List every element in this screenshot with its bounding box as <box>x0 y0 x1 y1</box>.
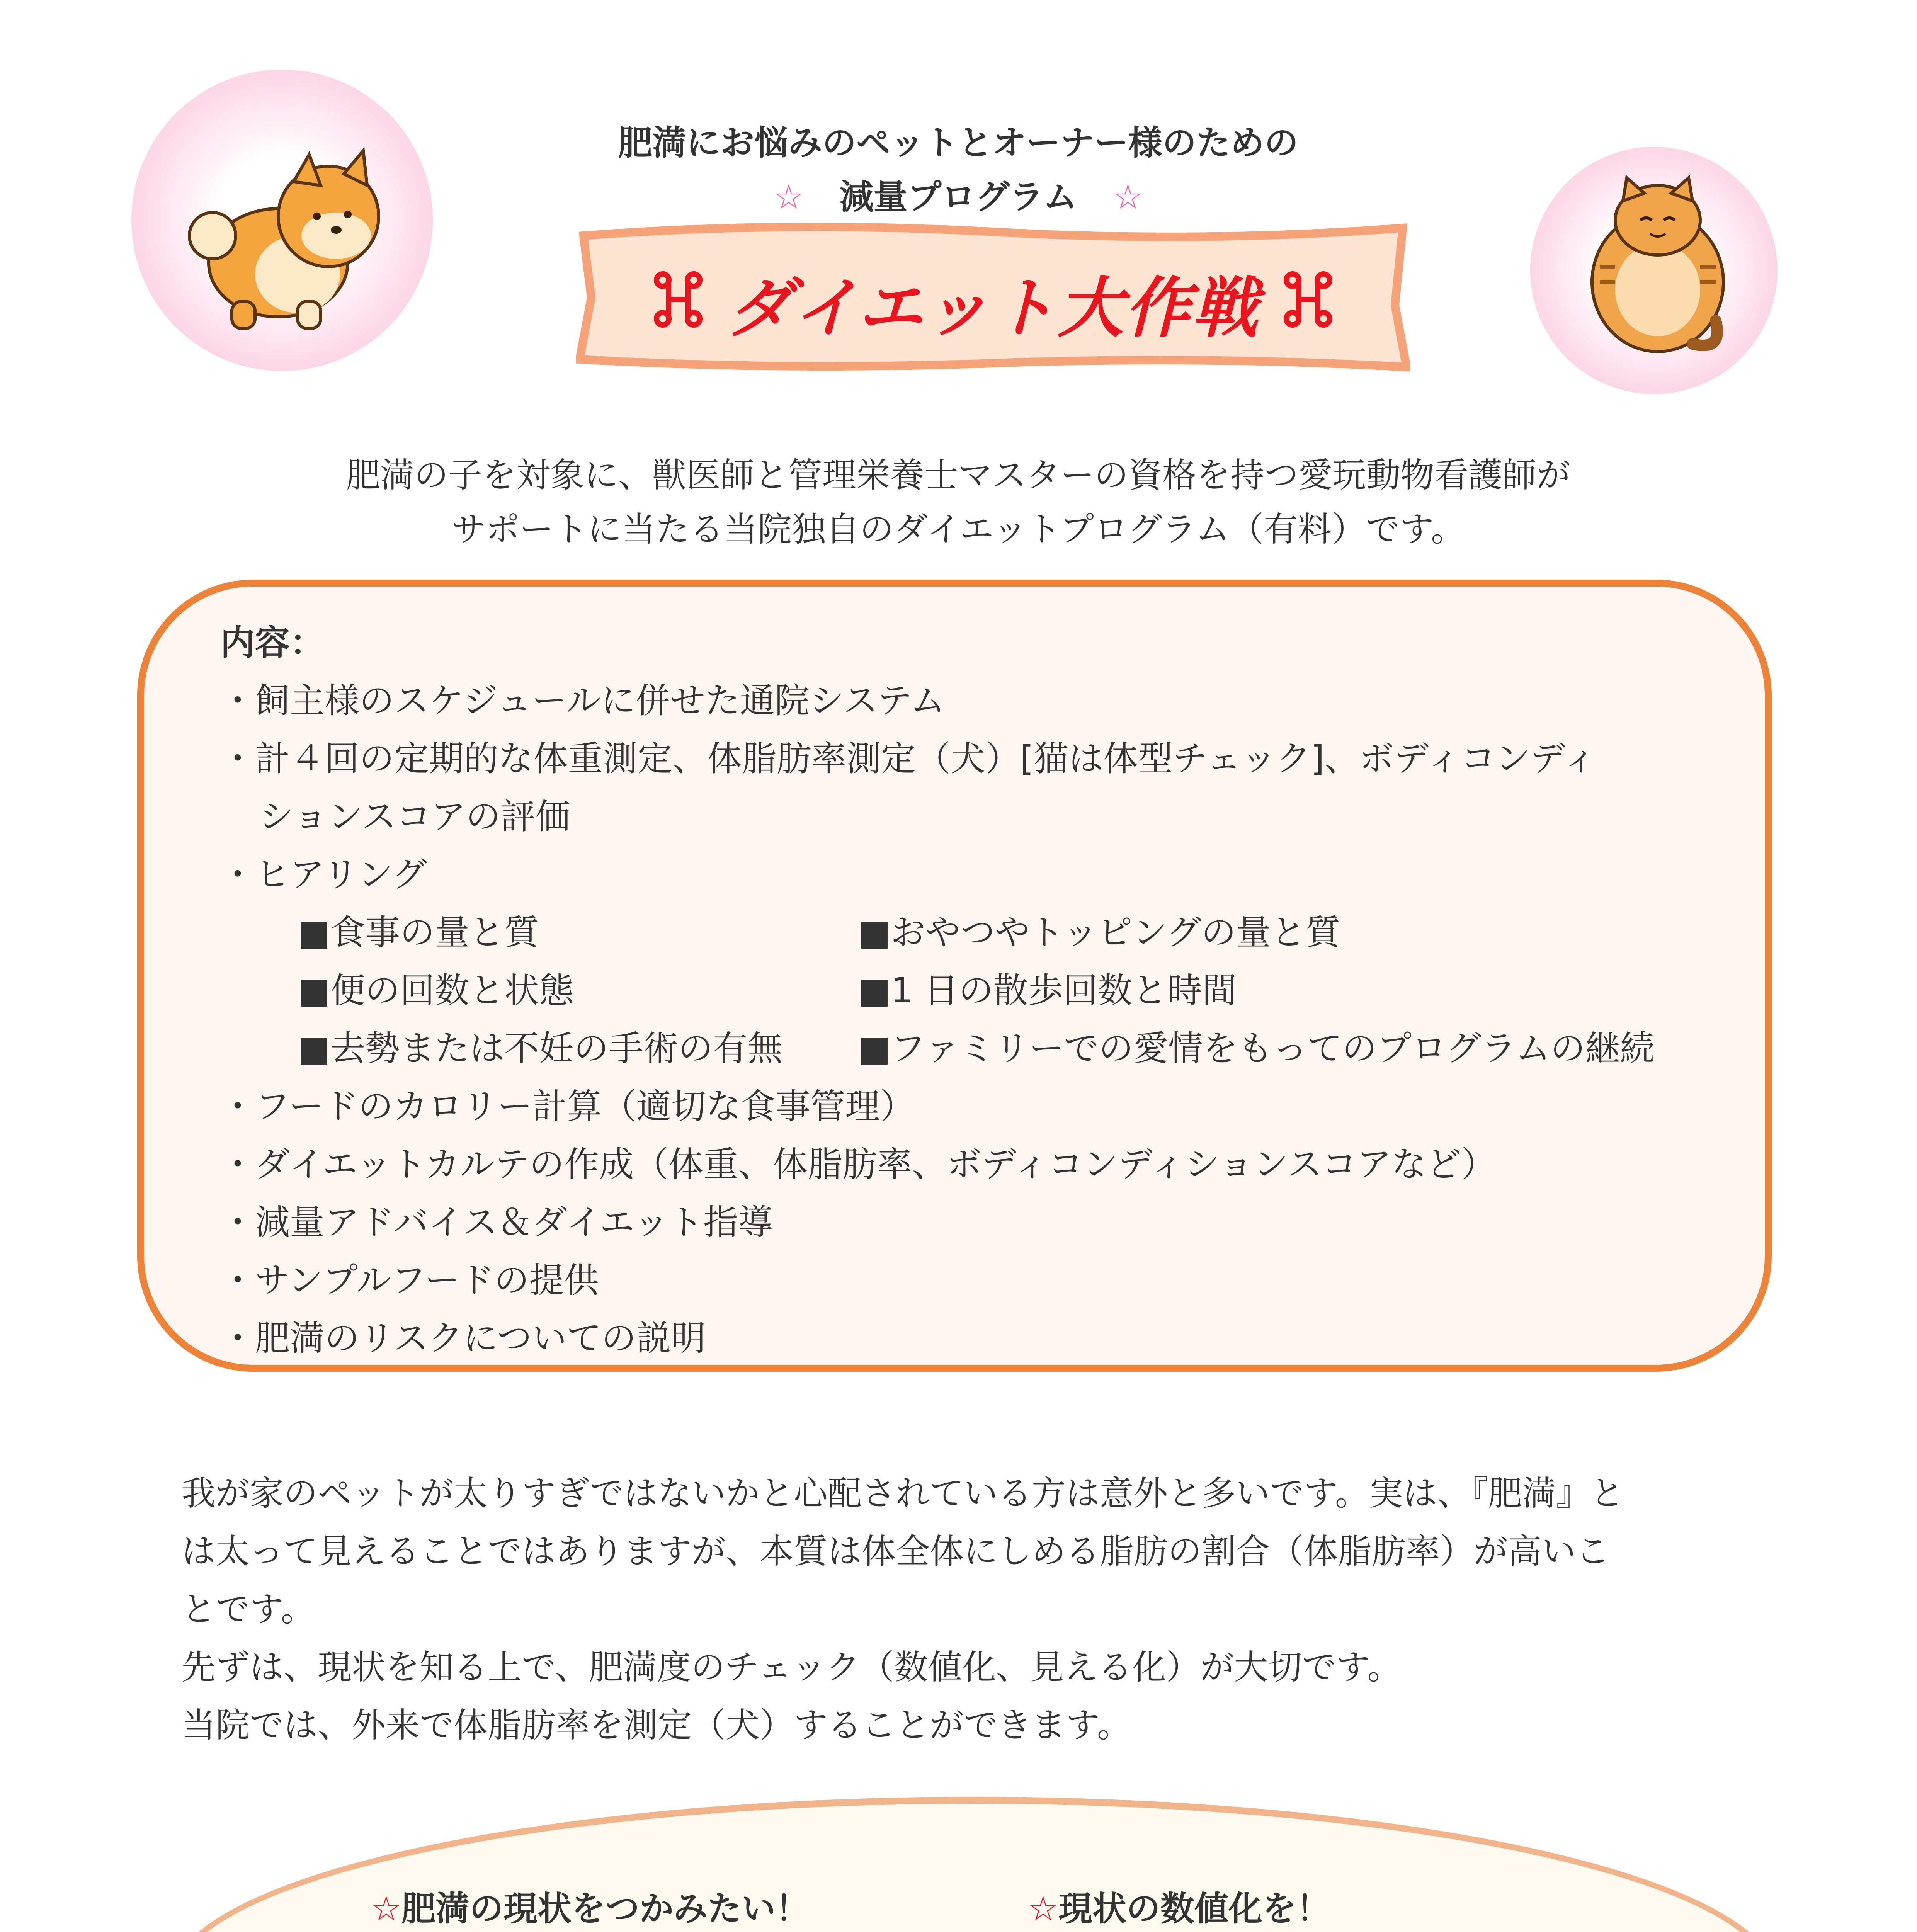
intro-line-2: サポートに当たる当院独自のダイエットプログラム（有料）です。 <box>451 509 1465 549</box>
page-title: ダイエット大作戦 <box>726 270 1260 347</box>
content-heading: 内容： <box>220 622 325 663</box>
recommend-item: ☆肥満の現状をつかみたい！ <box>371 1889 810 1929</box>
hearing-item: ■1 日の散歩回数と時間 <box>858 970 1237 1011</box>
paragraph-line: は太って見えることではありますが、本質は体全体にしめる脂肪の割合（体脂肪率）が高いこ <box>182 1531 1610 1571</box>
paragraph-line: とです。 <box>182 1589 315 1629</box>
content-item: ・計４回の定期的な体重測定、体脂肪率測定（犬）[猫は体型チェック]、ボディコンディ <box>220 738 1597 779</box>
fat-cat-illustration <box>1577 166 1739 367</box>
content-item: ・ダイエットカルテの作成（体重、体脂肪率、ボディコンディションスコアなど） <box>220 1144 1496 1185</box>
paragraph-line: 先ずは、現状を知る上で、肥満度のチェック（数値化、見える化）が大切です。 <box>182 1647 1402 1687</box>
shiba-dog-illustration <box>182 147 398 332</box>
explanation-paragraph <box>182 1464 1785 1754</box>
program-name: 減量プログラム <box>839 177 1077 217</box>
paragraph-line: 我が家のペットが太りすぎではないかと心配されている方は意外と多いです。実は、『肥満』と <box>182 1473 1624 1513</box>
hearing-item: ■ファミリーでの愛情をもってのプログラムの継続 <box>858 1028 1655 1069</box>
content-item: ・サンプルフードの提供 <box>220 1260 599 1301</box>
intro-line-1: 肥満の子を対象に、獣医師と管理栄養士マスターの資格を持つ愛玩動物看護師が <box>346 455 1570 495</box>
hearing-item: ■食事の量と質 <box>298 912 539 953</box>
star-icon: ☆ <box>1112 177 1143 217</box>
content-item: ・減量アドバイス＆ダイエット指導 <box>220 1202 773 1243</box>
content-item: ・飼主様のスケジュールに併せた通院システム <box>220 680 945 721</box>
star-icon: ☆ <box>371 1889 401 1929</box>
content-item: ・フードのカロリー計算（適切な食事管理） <box>220 1086 915 1127</box>
star-icon: ☆ <box>773 177 804 217</box>
header-subtitle: 肥満にお悩みのペットとオーナー様のための <box>618 123 1298 163</box>
hearing-item: ■去勢または不妊の手術の有無 <box>298 1028 783 1069</box>
star-icon: ☆ <box>1028 1889 1058 1929</box>
content-item: ・肥満のリスクについての説明 <box>220 1318 706 1359</box>
recommend-item: ☆現状の数値化を！ <box>1028 1889 1330 1929</box>
program-name-line <box>479 170 1437 219</box>
content-item: ションスコアの評価 <box>259 796 570 837</box>
hearing-item: ■おやつやトッピングの量と質 <box>858 912 1340 953</box>
paragraph-line: 当院では、外来で体脂肪率を測定（犬）することができます。 <box>182 1705 1131 1745</box>
hearing-item: ■便の回数と状態 <box>298 970 574 1011</box>
content-item: ・ヒアリング <box>220 854 427 895</box>
